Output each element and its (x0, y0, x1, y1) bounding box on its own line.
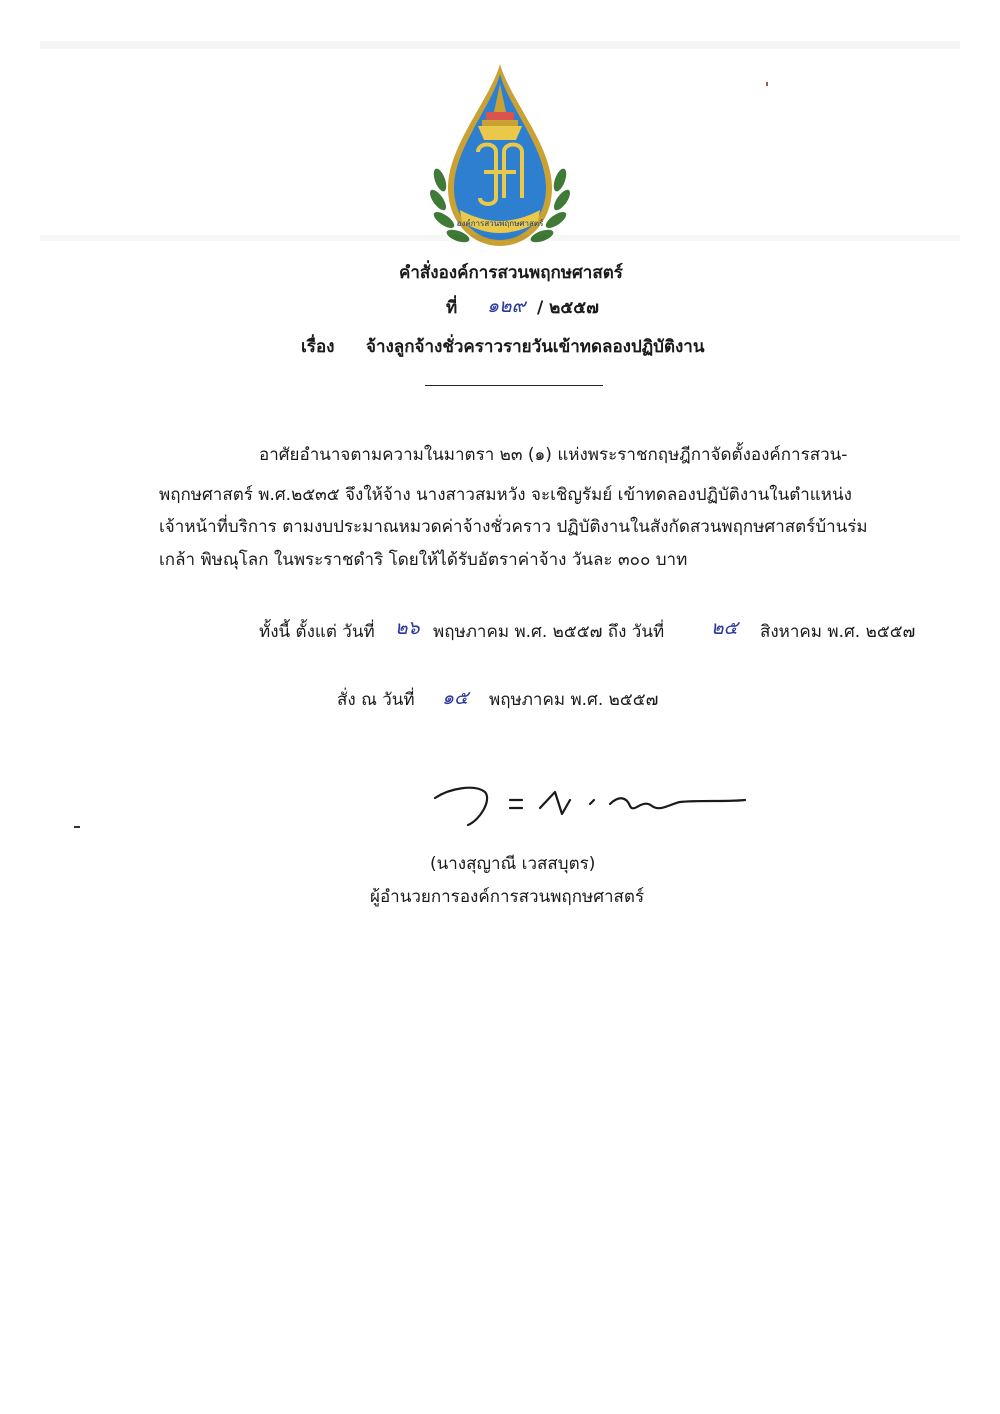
subject-label: เรื่อง (301, 337, 335, 357)
organization-emblem-logo (430, 60, 570, 255)
period-text-middle: พฤษภาคม พ.ศ. ๒๕๕๗ ถึง วันที่ (433, 622, 665, 642)
order-date-day-handwritten: ๑๕ (442, 687, 469, 709)
order-title: คำสั่งองค์การสวนพฤกษศาสตร์ (399, 263, 623, 283)
handwritten-signature (430, 770, 750, 830)
order-number-prefix: ที่ (446, 298, 458, 318)
title-divider (425, 385, 603, 386)
period-text-start: ทั้งนี้ ตั้งแต่ วันที่ (259, 622, 375, 642)
subject-text: จ้างลูกจ้างชั่วคราวรายวันเข้าทดลองปฏิบัติงาน (366, 337, 705, 357)
order-date-label: สั่ง ณ วันที่ (337, 690, 415, 710)
order-date-month-year: พฤษภาคม พ.ศ. ๒๕๕๗ (489, 690, 659, 710)
period-text-end: สิงหาคม พ.ศ. ๒๕๕๗ (760, 622, 916, 642)
body-line-1: อาศัยอำนาจตามความในมาตรา ๒๓ (๑) แห่งพระราชกฤษฎีกาจัดตั้งองค์การสวน- (259, 445, 848, 465)
signatory-name: (นางสุญาณี เวสสบุตร) (430, 854, 596, 874)
period-end-day-handwritten: ๒๕ (711, 617, 738, 639)
body-line-2: พฤกษศาสตร์ พ.ศ.๒๕๓๕ จึงให้จ้าง นางสาวสมหวัง จะเชิญรัมย์ เข้าทดลองปฏิบัติงานในตำแหน่ง (159, 485, 852, 505)
period-start-day-handwritten: ๒๖ (395, 617, 420, 639)
body-line-4: เกล้า พิษณุโลก ในพระราชดำริ โดยให้ได้รับอัตราค่าจ้าง วันละ ๓๐๐ บาท (159, 550, 688, 570)
order-number-year: / ๒๕๕๗ (537, 298, 599, 318)
body-line-3: เจ้าหน้าที่บริการ ตามงบประมาณหมวดค่าจ้างชั่วคราว ปฏิบัติงานในสังกัดสวนพฤกษศาสตร์บ้านร่ม (159, 517, 868, 537)
logo-banner-text: องค์การสวนพฤกษศาสตร์ (456, 219, 544, 228)
order-number-handwritten: ๑๒๙ (487, 295, 526, 317)
signatory-position: ผู้อำนวยการองค์การสวนพฤกษศาสตร์ (370, 887, 645, 907)
